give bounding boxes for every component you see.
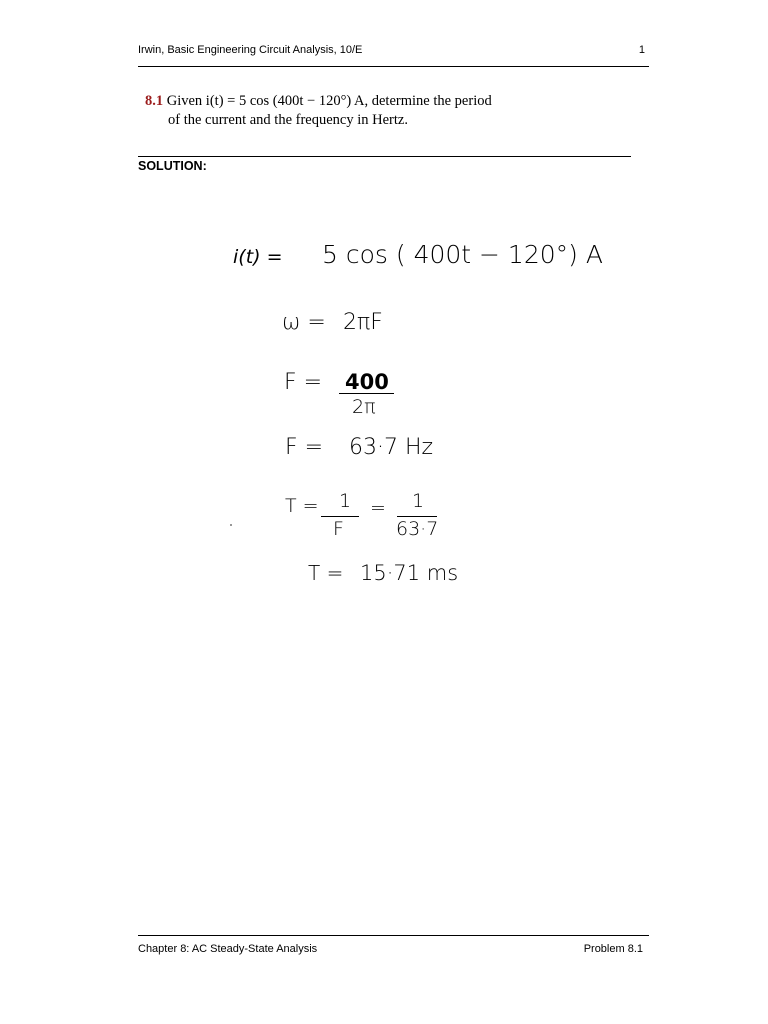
period-numerator-1: 1 [339, 490, 352, 512]
solution-rule [138, 156, 631, 157]
period-numerator-2: 1 [412, 490, 425, 512]
current-lhs: i(t) = [233, 246, 283, 268]
page-number: 1 [638, 44, 645, 56]
problem-text-1: Given i(t) = 5 cos (400t − 120°) A, determine the period [166, 93, 492, 109]
footer-problem: Problem 8.1 [583, 943, 643, 955]
omega-rhs: 2πF [343, 310, 383, 335]
period-denominator-2: 63·7 [396, 518, 439, 540]
solution-label: SOLUTION: [138, 159, 207, 173]
freq-result-lhs: F = [285, 435, 324, 460]
current-rhs: 5 cos ( 400t − 120°) A [322, 240, 603, 269]
period-fraction-bar-1 [321, 516, 359, 517]
freq-lhs: F = [284, 370, 323, 395]
freq-numerator: 400 [345, 370, 389, 394]
freq-fraction-bar [339, 393, 394, 394]
problem-number: 8.1 [145, 93, 164, 109]
freq-denominator: 2π [352, 396, 376, 418]
period-result-rhs: 15·71 ms [360, 561, 459, 585]
book-title: Irwin, Basic Engineering Circuit Analysis, 10/E [138, 44, 363, 56]
problem-text-2: of the current and the frequency in Hertz. [168, 112, 408, 128]
freq-result-rhs: 63·7 Hz [349, 435, 434, 460]
period-equals: = [370, 497, 386, 519]
footer-rule [138, 935, 649, 936]
period-denominator-1: F [333, 518, 344, 540]
scan-speck [230, 524, 232, 526]
period-result-lhs: T = [308, 561, 344, 585]
problem-line-1 [145, 92, 605, 111]
omega-lhs: ω = [282, 310, 326, 335]
problem-statement [145, 92, 605, 130]
footer-chapter: Chapter 8: AC Steady-State Analysis [138, 943, 318, 955]
header-rule [138, 66, 649, 67]
period-lhs: T = [285, 495, 319, 517]
period-fraction-bar-2 [397, 516, 437, 517]
